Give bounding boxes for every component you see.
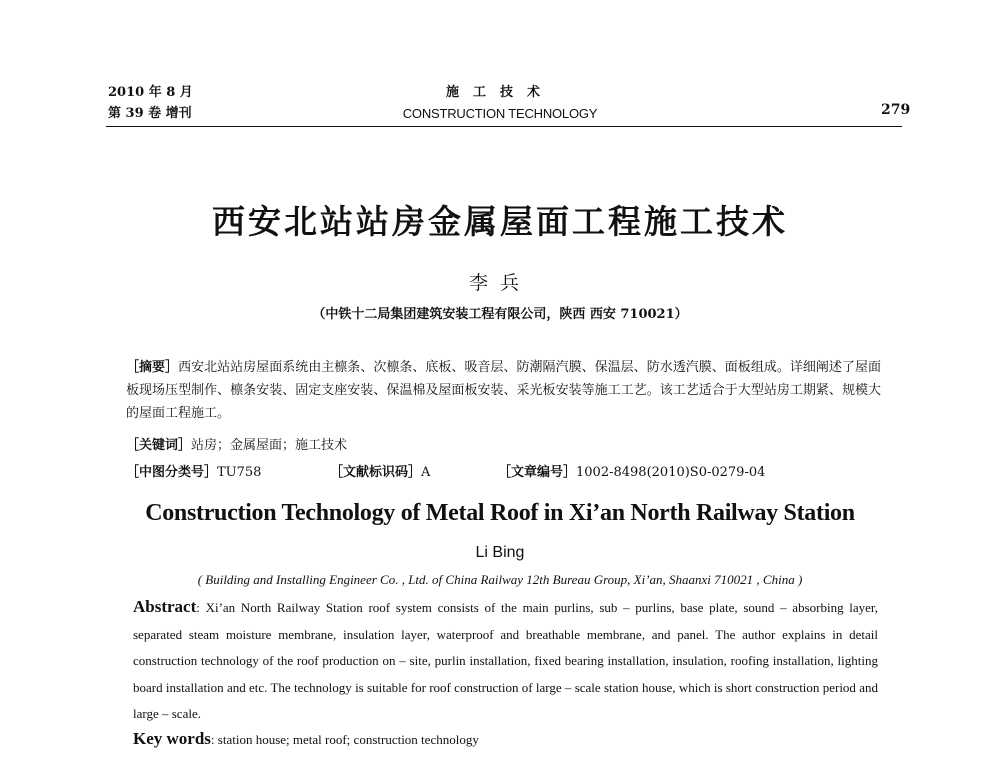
keywords-cn	[126, 434, 347, 453]
abstract-text-en: Xi’an North Railway Station roof system consists of the main purlins, sub – purlins, base plate, sound – absorbing layer, separated steam moisture membrane, insulation layer, waterproof and breathable membrane, and panel. The author explains in detail construction technology of the roof production on – site, purlin installation, fixed bearing installation, insulation, roofing installation, lighting board installation and etc. The technology is suitable for roof construction of large – scale station house, which is short construction period and large – scale.	[133, 600, 878, 721]
abstract-label-cn: ［摘要］	[126, 360, 179, 375]
keywords-en: Key words: station house; metal roof; construction technology	[133, 729, 479, 748]
document-code	[330, 461, 430, 480]
doc-code-label: ［文献标识码］	[330, 465, 422, 480]
keywords-text-en: station house; metal roof; construction technology	[217, 732, 479, 747]
abstract-label-en: Abstract	[133, 597, 197, 616]
article-number-label: ［文章编号］	[498, 465, 577, 480]
journal-name	[0, 82, 1000, 124]
abstract-text-cn: 西安北站站房屋面系统由主檩条、次檩条、底板、吸音层、防潮隔汽膜、保温层、防水透汽膜、面板组成。详细阐述了屋面板现场压型制作、檩条安装、固定支座安装、保温棉及屋面板安装、采光板安装等施工工艺。该工艺适合于大型站房工期紧、规模大的屋面工程施工。	[126, 360, 881, 421]
article-title-cn: 西安北站站房金属屋面工程施工技术	[212, 202, 788, 241]
doc-code-value: A	[421, 465, 431, 480]
affiliation-en: ( Building and Installing Engineer Co. , Ltd. of China Railway 12th Bureau Group, Xi’an, Shaanxi 710021 , China )	[197, 572, 803, 587]
keywords-label-cn: ［关键词］	[126, 438, 192, 453]
author-en: Li Bing	[475, 544, 525, 561]
clc-value: TU758	[217, 465, 262, 480]
keywords-label-en: Key words	[133, 729, 211, 748]
journal-name-en: CONSTRUCTION TECHNOLOGY	[402, 106, 598, 121]
clc-label: ［中图分类号］	[126, 465, 218, 480]
issue-date: 2010 年 8 月	[108, 85, 193, 100]
article-title-en: Construction Technology of Metal Roof in Xi’an North Railway Station	[145, 500, 855, 526]
page-number: 279	[881, 102, 911, 118]
article-number-value: 1002-8498(2010)S0-0279-04	[576, 465, 766, 480]
clc-number	[126, 461, 261, 480]
article-number	[498, 461, 765, 480]
author-cn: 李兵	[468, 272, 531, 294]
header-rule	[106, 126, 902, 127]
issue-volume: 第 39 卷 增刊	[108, 106, 192, 121]
keywords-text-cn: 站房；金属屋面；施工技术	[191, 438, 348, 453]
abstract-cn	[126, 356, 881, 425]
abstract-en: Abstract: Xi’an North Railway Station roof system consists of the main purlins, sub – purlins, base plate, sound – absorbing layer, separated steam moisture membrane, insulation layer, waterproof and breathable membrane, and panel. The author explains in detail construction technology of the roof production on – site, purlin installation, fixed bearing installation, insulation, roofing installation, lighting board installation and etc. The technology is suitable for roof construction of large – scale station house, which is short construction period and large – scale.	[133, 597, 878, 721]
journal-name-cn: 施工技术	[445, 85, 554, 100]
affiliation-cn: （中铁十二局集团建筑安装工程有限公司，陕西 西安 710021）	[312, 307, 688, 322]
